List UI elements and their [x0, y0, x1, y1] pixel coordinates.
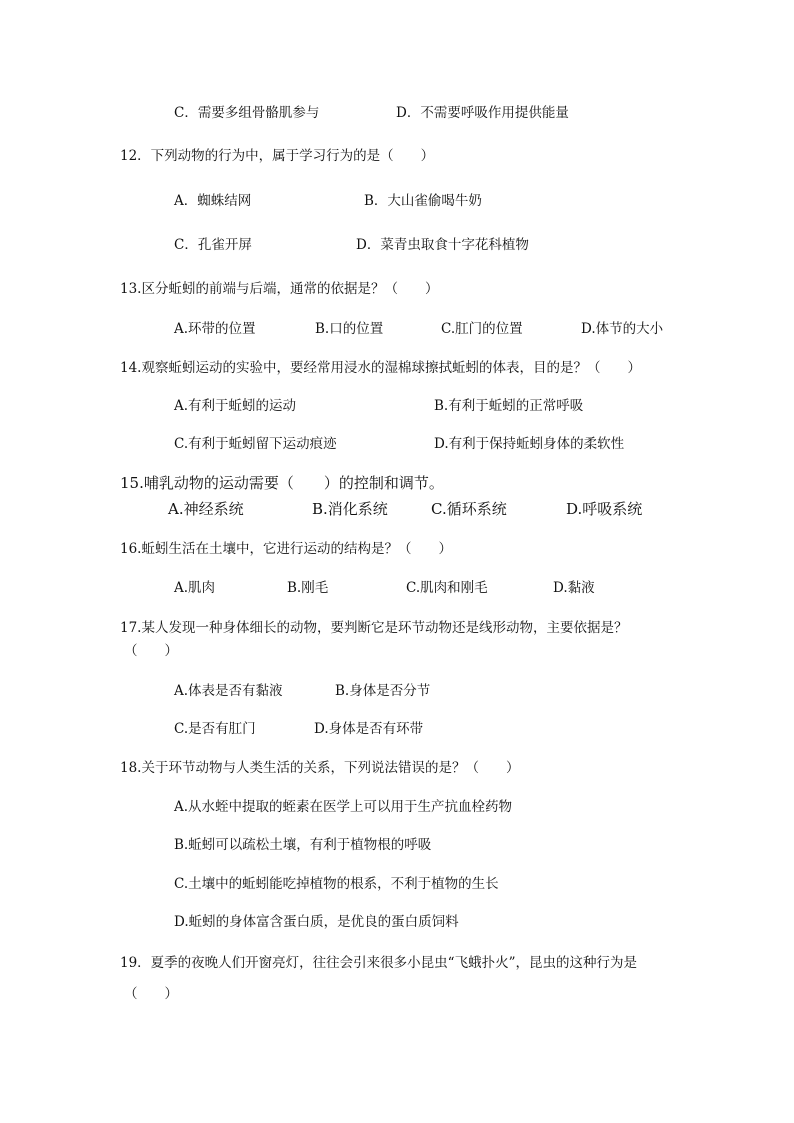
q14-stem: 14.观察蚯蚓运动的实验中，要经常用浸水的湿棉球擦拭蚯蚓的体表，目的是？（ ）: [120, 360, 641, 376]
q13-option-d: D.体节的大小: [581, 321, 664, 337]
q16-stem: 16.蚯蚓生活在土壤中，它进行运动的结构是？（ ）: [120, 541, 452, 557]
q12-option-a: A．蜘蛛结网: [174, 193, 252, 209]
q15-option-b: B.消化系统: [312, 500, 388, 518]
q13-stem: 13.区分蚯蚓的前端与后端，通常的依据是？（ ）: [120, 281, 439, 297]
q18-option-b: B.蚯蚓可以疏松土壤，有利于植物根的呼吸: [174, 837, 432, 853]
q16-option-b: B.刚毛: [287, 580, 329, 596]
q17-option-a: A.体表是否有黏液: [174, 683, 283, 699]
q16-option-a: A.肌肉: [174, 580, 216, 596]
q12-stem: 12．下列动物的行为中，属于学习行为的是（ ）: [120, 148, 435, 164]
q14-option-a: A.有利于蚯蚓的运动: [174, 398, 297, 414]
q11-option-c: C．需要多组骨骼肌参与: [174, 105, 320, 121]
q17-option-c: C.是否有肛门: [174, 721, 256, 737]
q15-option-c: C.循环系统: [431, 500, 507, 518]
q12-option-c: C．孔雀开屏: [174, 237, 252, 253]
q15-option-d: D.呼吸系统: [566, 500, 643, 518]
q12-option-d: D．菜青虫取食十字花科植物: [356, 237, 529, 253]
q18-stem: 18.关于环节动物与人类生活的关系，下列说法错误的是？（ ）: [120, 760, 520, 776]
q13-option-a: A.环带的位置: [174, 321, 256, 337]
q18-option-c: C.土壤中的蚯蚓能吃掉植物的根系，不利于植物的生长: [174, 876, 499, 892]
q11-option-d: D．不需要呼吸作用提供能量: [396, 105, 569, 121]
q19-stem-line2: （ ）: [124, 986, 178, 1002]
q17-stem-line1: 17.某人发现一种身体细长的动物，要判断它是环节动物还是线形动物，主要依据是？: [120, 620, 628, 636]
q18-option-a: A.从水蛭中提取的蛭素在医学上可以用于生产抗血栓药物: [174, 799, 513, 815]
q12-option-b: B．大山雀偷喝牛奶: [364, 193, 482, 209]
q16-option-c: C.肌肉和刚毛: [406, 580, 488, 596]
q14-option-b: B.有利于蚯蚓的正常呼吸: [434, 398, 584, 414]
q17-stem-line2: （ ）: [124, 643, 178, 659]
q15-option-a: A.神经系统: [168, 500, 244, 518]
q16-option-d: D.黏液: [553, 580, 595, 596]
q15-stem: 15.哺乳动物的运动需要（ ）的控制和调节。: [120, 474, 444, 492]
q17-option-b: B.身体是否分节: [335, 683, 431, 699]
q14-option-c: C.有利于蚯蚓留下运动痕迹: [174, 436, 337, 452]
q14-option-d: D.有利于保持蚯蚓身体的柔软性: [434, 436, 625, 452]
q18-option-d: D.蚯蚓的身体富含蛋白质，是优良的蛋白质饲料: [174, 914, 459, 930]
q13-option-b: B.口的位置: [315, 321, 384, 337]
q19-stem-line1: 19．夏季的夜晚人们开窗亮灯，往往会引来很多小昆虫“飞蛾扑火”，昆虫的这种行为是: [120, 955, 637, 971]
q13-option-c: C.肛门的位置: [441, 321, 523, 337]
q17-option-d: D.身体是否有环带: [314, 721, 424, 737]
